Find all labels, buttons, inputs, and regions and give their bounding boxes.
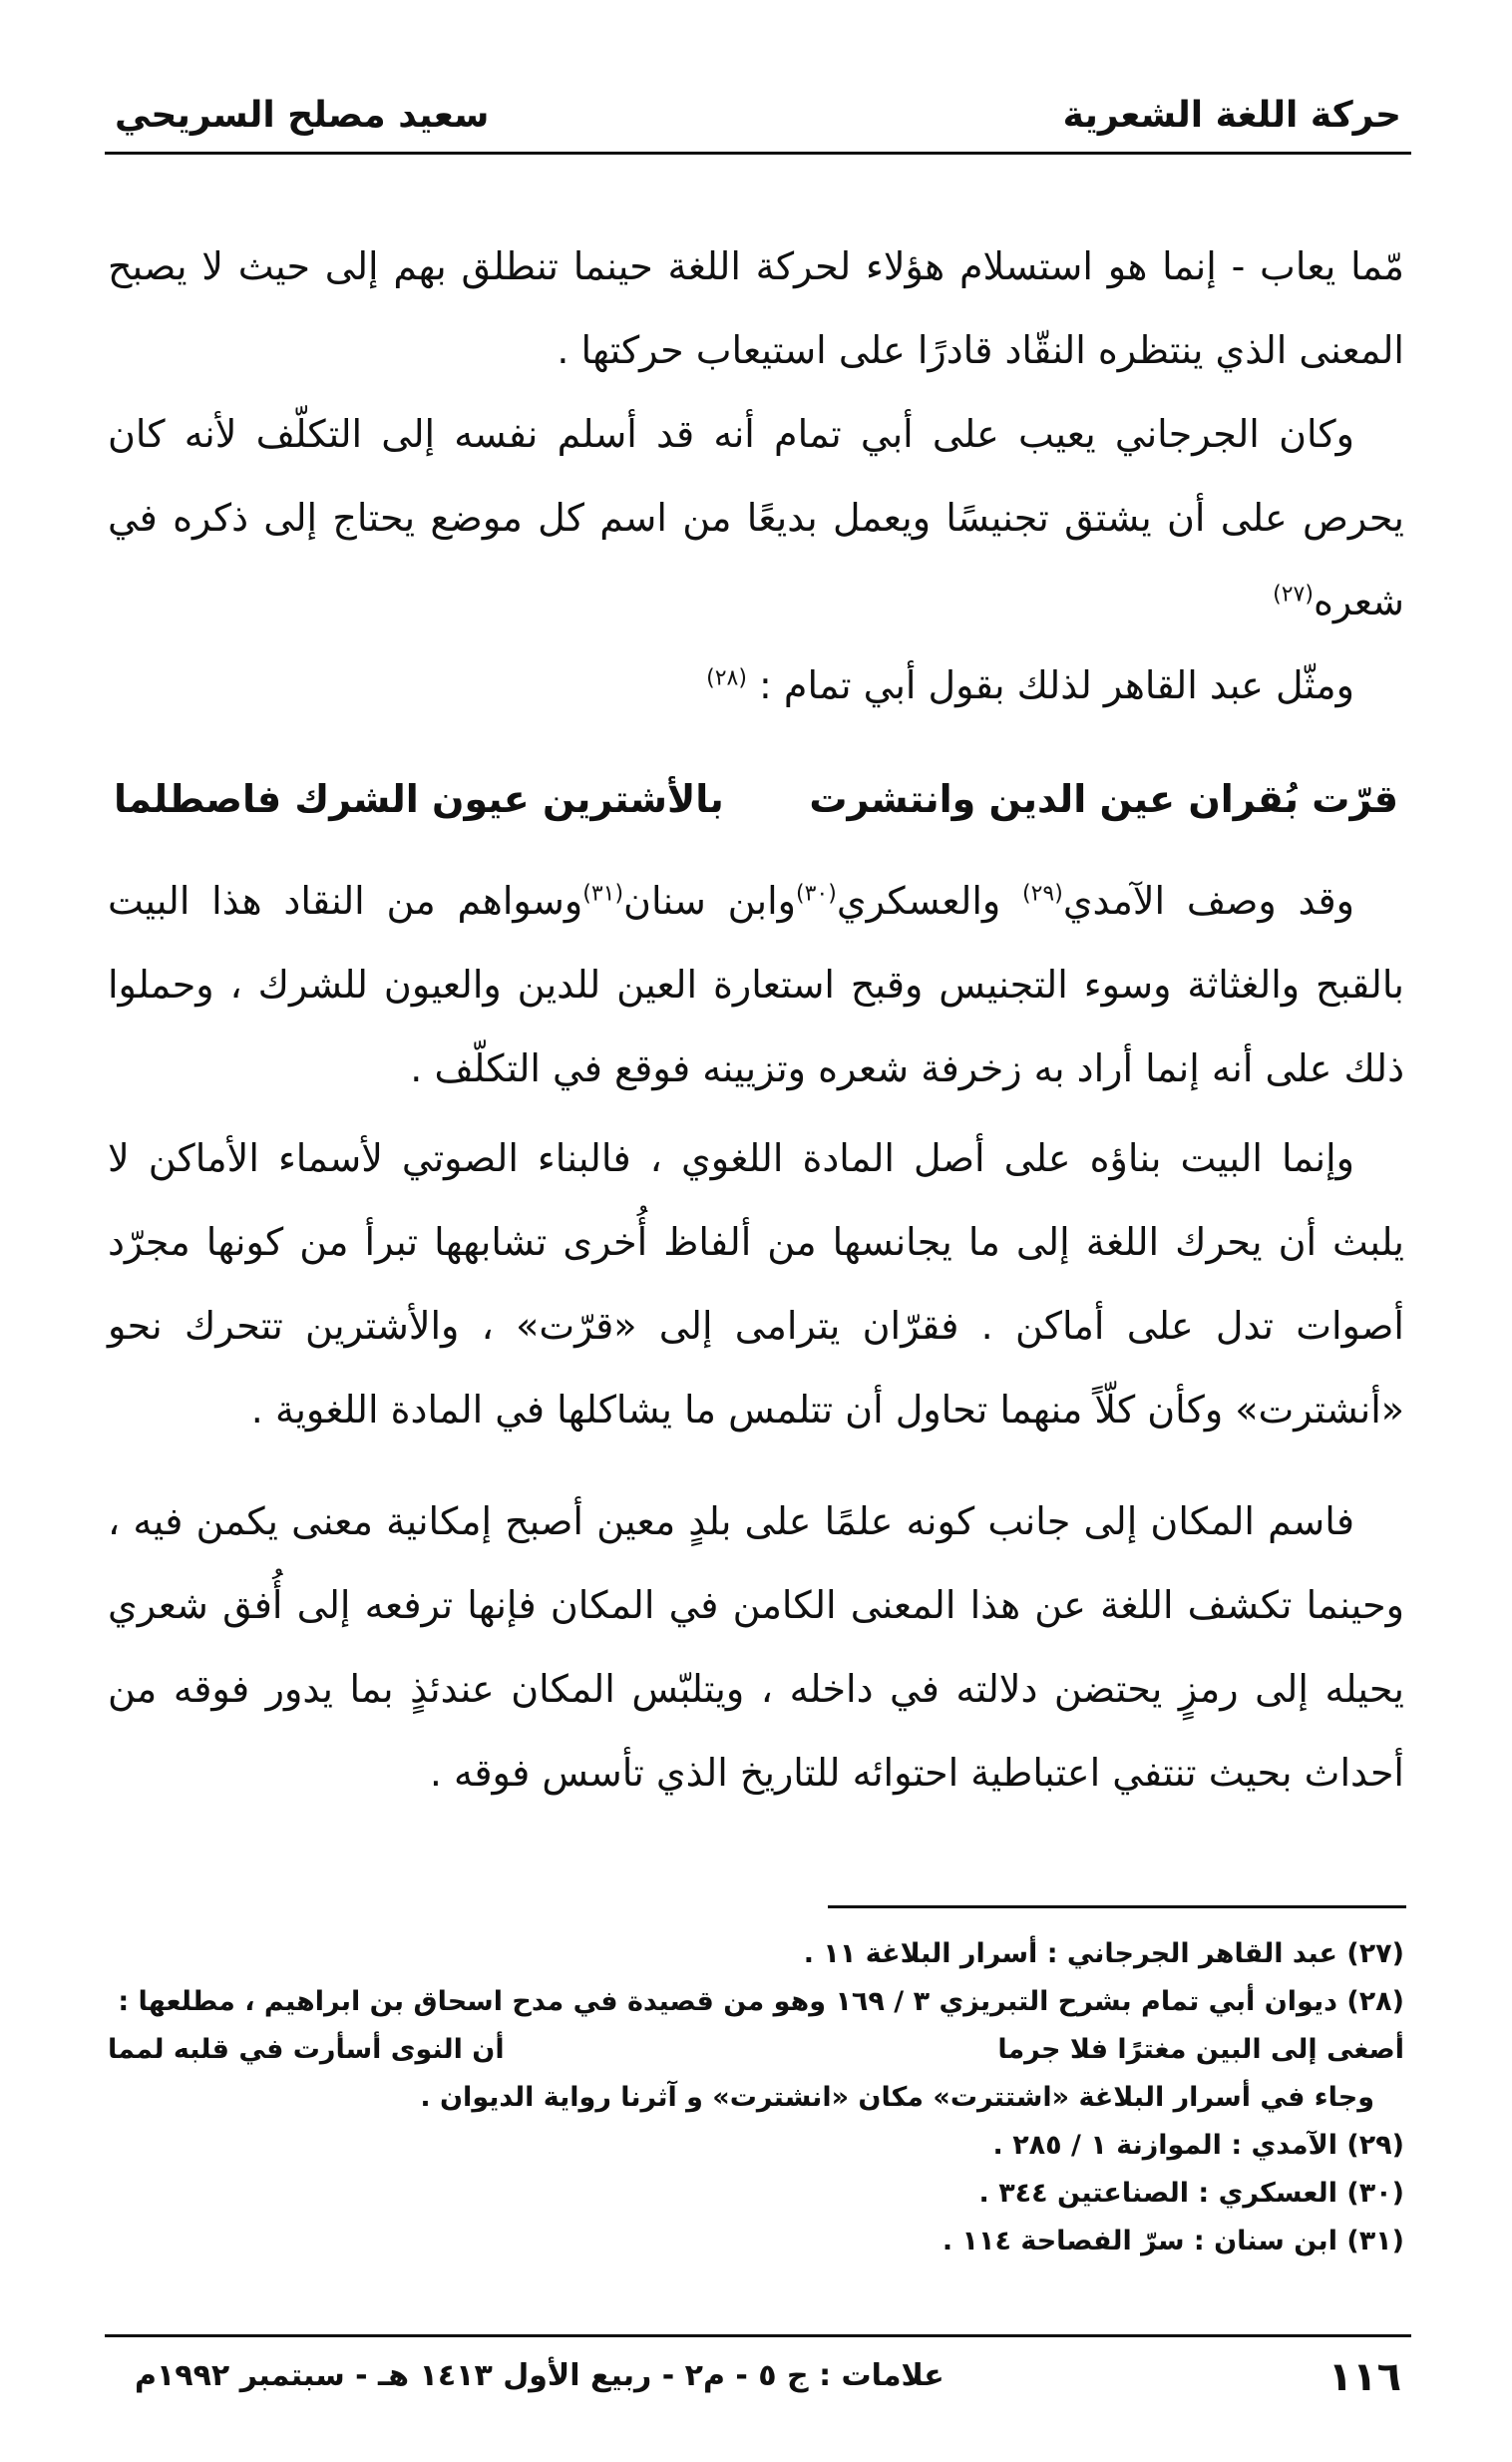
footnotes — [108, 1930, 1404, 2265]
paragraph-5: وإنما البيت بناؤه على أصل المادة اللغوي ، فالبناء الصوتي لأسماء الأماكن لا يلبث أن يحرك اللغة إلى ما يجانسها من ألفاظ أُخرى تشابهها تبرأ من كونها مجرّد أصوات تدل على أماكن . فقرّان يترامى إلى «قرّت» ، والأشترين تتحرك نحو «أنشترت» وكأن كلّاً منهما تحاول أن تتلمس ما يشاكلها في المادة اللغوية . — [108, 1136, 1404, 1432]
footnote-ref-27[interactable]: (٢٧) — [1273, 582, 1314, 608]
running-footer — [105, 2354, 1411, 2414]
paragraph-4-part-d: وسواهم من النقاد هذا البيت بالقبح والغثاثة وسوء التجنيس وقبح استعارة العين للدين والعيون للشرك ، وحملوا ذلك على أنه إنما أراد به زخرفة شعره وتزيينه فوقع في التكلّف . — [108, 879, 1404, 1090]
main-text — [108, 224, 1404, 1815]
footnote-28: (٢٨) ديوان أبي تمام بشرح التبريزي ٣ / ١٦٩ وهو من قصيدة في مدح اسحاق بن ابراهيم ، مطلعها : — [118, 1986, 1404, 2017]
paragraph-3-text: ومثّل عبد القاهر لذلك بقول أبي تمام : — [759, 663, 1354, 707]
footnote-28-verse — [108, 2026, 1404, 2074]
footnote-verse-second-hemistich: أن النوى أسأرت في قلبه لمما — [108, 2034, 505, 2065]
paragraph-4-part-c: وابن سنان — [623, 879, 796, 923]
chapter-title: حركة اللغة الشعرية — [1062, 95, 1401, 136]
paragraph-3 — [108, 643, 1404, 727]
poem-verse — [108, 777, 1404, 821]
paragraph-4-part-a: وقد وصف الآمدي — [1062, 879, 1354, 923]
footnote-31: (٣١) ابن سنان : سرّ الفصاحة ١١٤ . — [942, 2226, 1404, 2257]
verse-first-hemistich: قرّت بُقران عين الدين وانتشرت — [809, 777, 1398, 821]
journal-issue-info: علامات : ج ٥ - م٢ - ربيع الأول ١٤١٣ هـ - سبتمبر ١٩٩٢م — [135, 2358, 945, 2393]
verse-second-hemistich: بالأشترين عيون الشرك فاصطلما — [114, 777, 724, 821]
footnotes-rule — [828, 1905, 1406, 1908]
footnote-ref-31[interactable]: (٣١) — [582, 881, 624, 907]
footnote-verse-first-hemistich: أصغى إلى البين مغترًا فلا جرما — [997, 2034, 1404, 2065]
footnote-29: (٢٩) الآمدي : الموازنة ١ / ٢٨٥ . — [992, 2130, 1404, 2161]
paragraph-4 — [108, 859, 1404, 1110]
footnote-ref-29[interactable]: (٢٩) — [1021, 881, 1063, 907]
footnote-28-note: وجاء في أسرار البلاغة «اشتترت» مكان «انشترت» و آثرنا رواية الديوان . — [420, 2082, 1374, 2113]
running-header — [105, 95, 1411, 145]
page-number: ١١٦ — [1327, 2354, 1401, 2400]
paragraph-2 — [108, 392, 1404, 643]
footnote-30: (٣٠) العسكري : الصناعتين ٣٤٤ . — [978, 2178, 1404, 2209]
paragraph-2-text: وكان الجرجاني يعيب على أبي تمام أنه قد أسلم نفسه إلى التكلّف لأنه كان يحرص على أن يشتق تجنيسًا ويعمل بديعًا من اسم كل موضع يحتاج إلى ذكره في شعره — [108, 412, 1404, 623]
paragraph-4-part-b: والعسكري — [836, 879, 1022, 923]
paragraph-1: مّما يعاب - إنما هو استسلام هؤلاء لحركة اللغة حينما تنطلق بهم إلى حيث لا يصبح المعنى الذي ينتظره النقّاد قادرًا على استيعاب حركتها . — [108, 244, 1404, 372]
paragraph-6: فاسم المكان إلى جانب كونه علمًا على بلدٍ معين أصبح إمكانية معنى يكمن فيه ، وحينما تكشف اللغة عن هذا المعنى الكامن في المكان فإنها ترفعه إلى أُفق شعري يحيله إلى رمزٍ يحتضن دلالته في داخله ، ويتلبّس المكان عندئذٍ بما يدور فوقه من أحداث بحيث تنتفي اعتباطية احتوائه للتاريخ الذي تأسس فوقه . — [108, 1499, 1404, 1795]
footnote-ref-28[interactable]: (٢٨) — [706, 665, 747, 691]
footnote-27: (٢٧) عبد القاهر الجرجاني : أسرار البلاغة ١١ . — [803, 1938, 1404, 1969]
footer-rule — [105, 2334, 1411, 2337]
footnote-ref-30[interactable]: (٣٠) — [796, 881, 837, 907]
author-name: سعيد مصلح السريحي — [115, 95, 490, 136]
header-rule — [105, 152, 1411, 155]
